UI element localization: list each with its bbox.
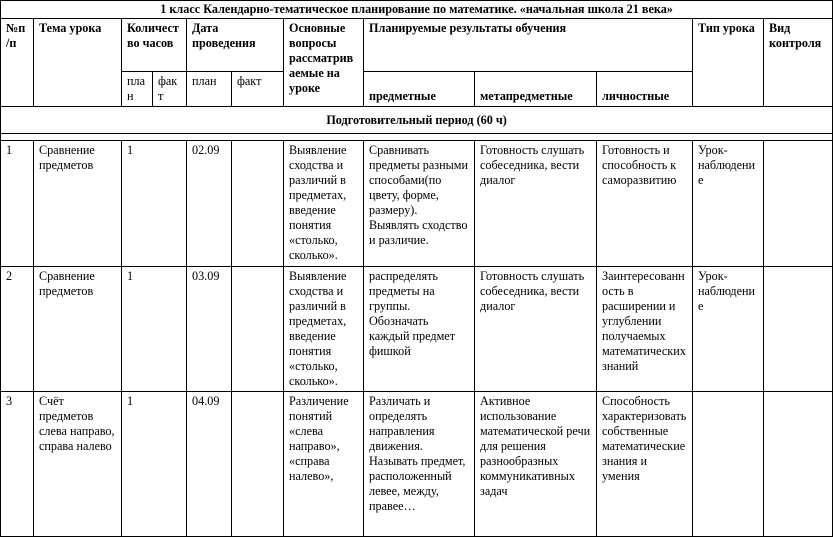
header-hours: Количество часов [122,19,187,72]
table-row [1,267,833,392]
cell-topic: Счёт предметов слева направо, справа налево [34,392,122,537]
cell-hours: 1 [122,267,187,392]
cell-meta: Активное использование математической речи для решения разнообразных коммуникативных задач [475,392,597,537]
cell-subject: Различать и определять направления движения. Называть предмет, расположенный левее, между, правее… [364,392,475,537]
cell-date-fact [232,267,284,392]
header-questions: Основные вопросы рассматриваемые на уроке [284,19,364,107]
header-control: Вид контроля [764,19,833,107]
cell-num: 2 [1,267,34,392]
header-results: Планируемые результаты обучения [364,19,693,72]
subheader-subject: предметные [364,72,475,107]
subheader-personal: личностные [597,72,693,107]
page-title: 1 класс Календарно-тематическое планирование по математике. «начальная школа 21 века» [1,1,833,19]
cell-hours: 1 [122,392,187,537]
period-heading: Подготовительный период (60 ч) [1,107,833,134]
cell-type: Урок-наблюдение [693,141,764,267]
cell-hours: 1 [122,141,187,267]
cell-control [764,141,833,267]
cell-personal: Способность характеризовать собственные математические знания и умения [597,392,693,537]
cell-num: 1 [1,141,34,267]
cell-questions: Различение понятий «слева направо», «справа налево», [284,392,364,537]
table-row [1,141,833,267]
cell-date-fact [232,141,284,267]
spacer-row [1,134,833,141]
cell-questions: Выявление сходства и различий в предметах, введение понятия «столько, сколько». [284,267,364,392]
cell-date-plan: 02.09 [187,141,232,267]
cell-date-fact [232,392,284,537]
cell-questions: Выявление сходства и различий в предметах, введение понятия «столько, сколько». [284,141,364,267]
cell-control [764,267,833,392]
header-topic: Тема урока [34,19,122,107]
header-num: №п/п [1,19,34,107]
cell-num: 3 [1,392,34,537]
subheader-hours-fact: факт [153,72,187,107]
header-date: Дата проведения [187,19,284,72]
cell-topic: Сравнение предметов [34,267,122,392]
subheader-date-fact: факт [232,72,284,107]
header-type: Тип урока [693,19,764,107]
cell-topic: Сравнение предметов [34,141,122,267]
cell-meta: Готовность слушать собеседника, вести диалог [475,141,597,267]
cell-personal: Заинтересованность в расширении и углублении получаемых математических знаний [597,267,693,392]
cell-type: Урок-наблюдение [693,267,764,392]
cell-personal: Готовность и способность к саморазвитию [597,141,693,267]
cell-date-plan: 04.09 [187,392,232,537]
cell-subject: Сравнивать предметы разными способами(по цвету, форме, размеру). Выявлять сходство и различие. [364,141,475,267]
cell-date-plan: 03.09 [187,267,232,392]
table-row [1,392,833,537]
subheader-date-plan: план [187,72,232,107]
cell-control [764,392,833,537]
cell-subject: распределять предметы на группы. Обозначать каждый предмет фишкой [364,267,475,392]
subheader-hours-plan: план [122,72,153,107]
subheader-meta: метапредметные [475,72,597,107]
cell-meta: Готовность слушать собеседника, вести диалог [475,267,597,392]
cell-type [693,392,764,537]
